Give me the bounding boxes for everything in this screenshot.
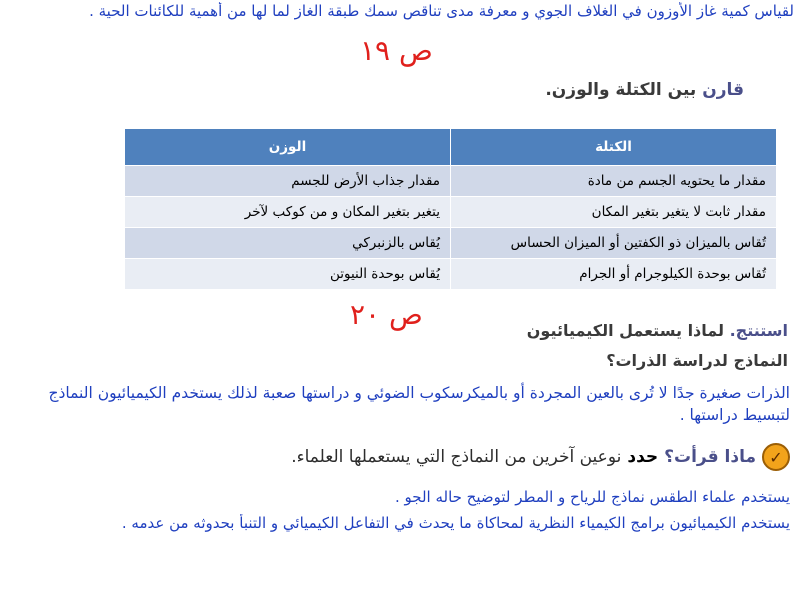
conclude-verb: استنتج. [729,321,788,340]
answer-line-weather-models: يستخدم علماء الطقس نماذج للرياح و المطر لتوضيح حاله الجو . [394,488,790,506]
conclude-question-text: لماذا يستعمل الكيميائيون [526,321,730,340]
compare-question-heading [545,80,744,100]
check-mark-icon: ✓ [762,443,790,471]
weight-cell: يُقاس بالزنبركي [125,228,451,259]
table-header-row [125,129,777,166]
compare-question-text: بين الكتلة والوزن. [545,80,703,100]
reading-check-verb: حدد [627,447,659,467]
page-reference-20: ص ٢٠ [350,298,423,331]
table-row [125,166,777,197]
reading-check-text: نوعين آخرين من النماذج التي يستعملها العلماء. [291,447,622,467]
table-row [125,228,777,259]
atoms-answer-paragraph: الذرات صغيرة جدًا لا تُرى بالعين المجردة أو بالميكرسكوب الضوئي و دراستها صعبة لذلك يستخدم الكيميائيون النماذج لتبسيط دراستها . [48,384,790,424]
table-row [125,197,777,228]
answer-line-chemistry-models: يستخدم الكيميائيون برامج الكيمياء النظرية لمحاكاة ما يحدث في التفاعل الكيميائي و التنبأ بحدوثه من عدمه . [121,514,790,532]
header-mass: الكتلة [451,129,777,166]
mass-cell: تُقاس بوحدة الكيلوجرام أو الجرام [451,259,777,290]
reading-check-label: ماذا قرأت؟ [664,447,756,467]
conclude-line-1 [527,316,788,346]
header-weight: الوزن [125,129,451,166]
mass-cell: مقدار ثابت لا يتغير بتغير المكان [451,197,777,228]
conclude-question-heading [527,316,788,376]
table-row [125,259,777,290]
conclude-line-2: النماذج لدراسة الذرات؟ [606,351,788,370]
reading-check-question [291,440,790,474]
mass-cell: مقدار ما يحتويه الجسم من مادة [451,166,777,197]
weight-cell: مقدار جذاب الأرض للجسم [125,166,451,197]
mass-cell: تُقاس بالميزان ذو الكفتين أو الميزان الحساس [451,228,777,259]
compare-verb: قارن [702,80,744,100]
weight-cell: يتغير بتغير المكان و من كوكب لآخر [125,197,451,228]
page-reference-19: ص ١٩ [360,34,433,67]
weight-cell: يُقاس بوحدة النيوتن [125,259,451,290]
intro-answer-line: لقياس كمية غاز الأوزون في الغلاف الجوي و معرفة مدى تناقص سمك طبقة الغاز لما لها من أهمية للكائنات الحية . [89,2,794,20]
mass-weight-comparison-table [124,128,777,290]
